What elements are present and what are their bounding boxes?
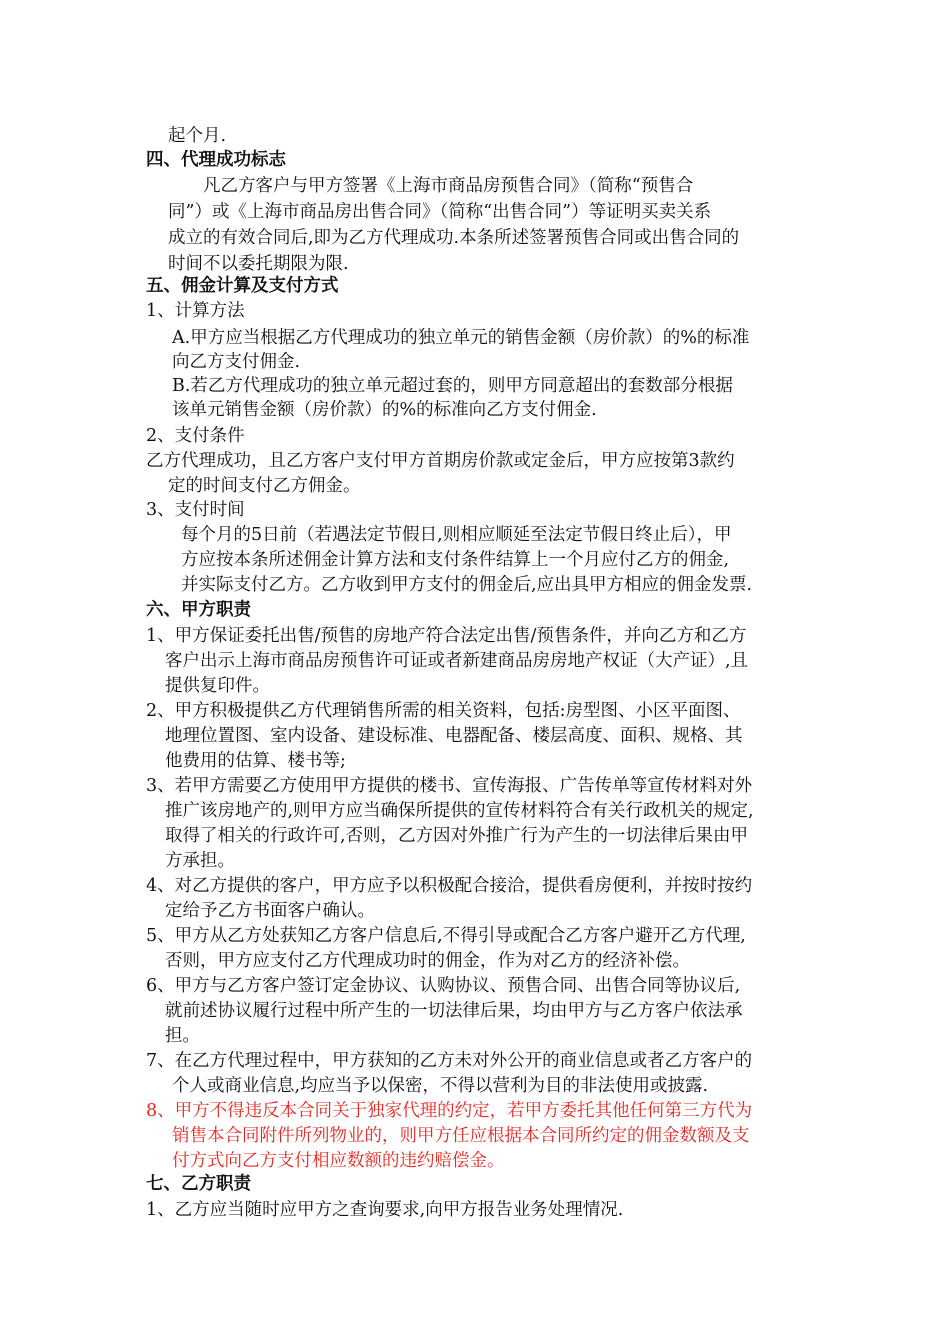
list-item-cont: 担。 bbox=[165, 1026, 200, 1046]
paragraph-line: 同”）或《上海市商品房出售合同》（简称“出售合同”）等证明买卖关系 bbox=[168, 202, 712, 222]
list-item: 6、甲方与乙方客户签订定金协议、认购协议、预售合同、出售合同等协议后, bbox=[146, 976, 741, 996]
list-item-cont: 地理位置图、室内设备、建设标准、电器配备、楼层高度、面积、规格、其 bbox=[165, 726, 743, 746]
list-item-cont: 提供复印件。 bbox=[165, 676, 270, 696]
section-5-heading: 五、佣金计算及支付方式 bbox=[146, 276, 339, 296]
section-6-heading: 六、甲方职责 bbox=[146, 600, 251, 620]
list-item-cont: 他费用的估算、楼书等; bbox=[165, 751, 346, 771]
paragraph-line: 定的时间支付乙方佣金。 bbox=[168, 476, 361, 496]
list-item-cont: 取得了相关的行政许可,否则，乙方因对外推广行为产生的一切法律后果由甲 bbox=[165, 826, 749, 846]
highlighted-list-item-cont: 付方式向乙方支付相应数额的违约赔偿金。 bbox=[172, 1151, 505, 1171]
paragraph-line: A.甲方应当根据乙方代理成功的独立单元的销售金额（房价款）的%的标准 bbox=[172, 328, 750, 348]
list-item: 1、乙方应当随时应甲方之查询要求,向甲方报告业务处理情况. bbox=[146, 1200, 624, 1220]
list-item: 7、在乙方代理过程中，甲方获知的乙方未对外公开的商业信息或者乙方客户的 bbox=[146, 1051, 753, 1071]
list-item: 3、若甲方需要乙方使用甲方提供的楼书、宣传海报、广告传单等宣传材料对外 bbox=[146, 776, 753, 796]
section-3-tail: 起个月. bbox=[168, 126, 227, 146]
highlighted-list-item-cont: 销售本合同附件所列物业的，则甲方任应根据本合同所约定的佣金数额及支 bbox=[172, 1126, 750, 1146]
paragraph-line: 乙方代理成功，且乙方客户支付甲方首期房价款或定金后，甲方应按第3款约 bbox=[146, 451, 735, 471]
list-item-cont: 方承担。 bbox=[165, 851, 235, 871]
paragraph-line: 并实际支付乙方。乙方收到甲方支付的佣金后,应出具甲方相应的佣金发票. bbox=[181, 575, 753, 595]
list-item-cont: 否则，甲方应支付乙方代理成功时的佣金，作为对乙方的经济补偿。 bbox=[165, 951, 690, 971]
paragraph-line: 向乙方支付佣金. bbox=[172, 352, 301, 372]
list-item: 1、甲方保证委托出售/预售的房地产符合法定出售/预售条件，并向乙方和乙方 bbox=[146, 626, 747, 646]
list-item-cont: 推广该房地产的,则甲方应当确保所提供的宣传材料符合有关行政机关的规定, bbox=[165, 801, 754, 821]
subsection-title: 2、支付条件 bbox=[146, 426, 245, 446]
section-7-heading: 七、乙方职责 bbox=[146, 1174, 251, 1194]
paragraph-line: 时间不以委托期限为限. bbox=[168, 254, 349, 274]
list-item: 5、甲方从乙方处获知乙方客户信息后,不得引导或配合乙方客户避开乙方代理, bbox=[146, 926, 746, 946]
list-item: 4、对乙方提供的客户，甲方应予以积极配合接洽，提供看房便利，并按时按约 bbox=[146, 876, 753, 896]
list-item-cont: 客户出示上海市商品房预售许可证或者新建商品房房地产权证（大产证）,且 bbox=[165, 651, 749, 671]
section-4-heading: 四、代理成功标志 bbox=[146, 150, 286, 170]
subsection-title: 1、计算方法 bbox=[146, 301, 245, 321]
highlighted-list-item: 8、甲方不得违反本合同关于独家代理的约定，若甲方委托其他任何第三方代为 bbox=[146, 1101, 753, 1121]
paragraph-line: 方应按本条所述佣金计算方法和支付条件结算上一个月应付乙方的佣金, bbox=[181, 550, 730, 570]
paragraph-line: 每个月的5日前（若遇法定节假日,则相应顺延至法定节假日终止后），甲 bbox=[181, 525, 732, 545]
list-item-cont: 个人或商业信息,均应当予以保密，不得以营利为目的非法使用或披露. bbox=[172, 1076, 709, 1096]
paragraph-line: 凡乙方客户与甲方签署《上海市商品房预售合同》（简称“预售合 bbox=[203, 176, 694, 196]
list-item-cont: 就前述协议履行过程中所产生的一切法律后果，均由甲方与乙方客户依法承 bbox=[165, 1001, 743, 1021]
subsection-title: 3、支付时间 bbox=[146, 500, 245, 520]
paragraph-line: B.若乙方代理成功的独立单元超过套的，则甲方同意超出的套数部分根据 bbox=[172, 376, 733, 396]
list-item-cont: 定给予乙方书面客户确认。 bbox=[165, 901, 375, 921]
list-item: 2、甲方积极提供乙方代理销售所需的相关资料，包括:房型图、小区平面图、 bbox=[146, 701, 741, 721]
paragraph-line: 该单元销售金额（房价款）的%的标准向乙方支付佣金. bbox=[172, 400, 597, 420]
paragraph-line: 成立的有效合同后,即为乙方代理成功.本条所述签署预售合同或出售合同的 bbox=[168, 228, 740, 248]
